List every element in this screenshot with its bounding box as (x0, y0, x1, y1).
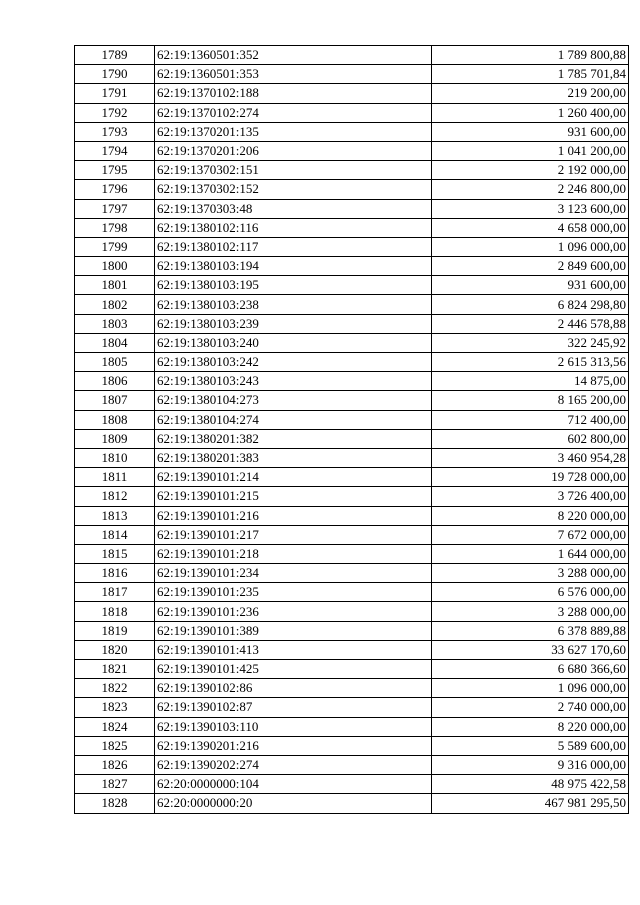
row-number-cell: 1796 (75, 180, 155, 199)
cadastral-number-cell: 62:19:1370303:48 (155, 199, 432, 218)
row-number-cell: 1827 (75, 775, 155, 794)
row-number-cell: 1794 (75, 141, 155, 160)
cadastral-value-cell: 1 096 000,00 (432, 679, 629, 698)
row-number-cell: 1812 (75, 487, 155, 506)
table-row (75, 180, 629, 199)
cadastral-number-cell: 62:19:1380103:238 (155, 295, 432, 314)
row-number-cell: 1807 (75, 391, 155, 410)
cadastral-number-cell: 62:19:1380102:117 (155, 237, 432, 256)
row-number-cell: 1815 (75, 544, 155, 563)
row-number-cell: 1818 (75, 602, 155, 621)
cadastral-value-cell: 6 824 298,80 (432, 295, 629, 314)
row-number-cell: 1826 (75, 755, 155, 774)
row-number-cell: 1819 (75, 621, 155, 640)
table-row (75, 698, 629, 717)
table-row (75, 544, 629, 563)
row-number-cell: 1792 (75, 103, 155, 122)
cadastral-value-cell: 2 849 600,00 (432, 257, 629, 276)
table-row (75, 660, 629, 679)
cadastral-number-cell: 62:19:1380104:274 (155, 410, 432, 429)
table-row (75, 276, 629, 295)
cadastral-value-cell: 3 288 000,00 (432, 602, 629, 621)
cadastral-number-cell: 62:19:1380102:116 (155, 218, 432, 237)
table-row (75, 679, 629, 698)
cadastral-number-cell: 62:20:0000000:104 (155, 775, 432, 794)
cadastral-number-cell: 62:19:1390101:389 (155, 621, 432, 640)
cadastral-value-table (74, 45, 629, 814)
row-number-cell: 1820 (75, 640, 155, 659)
cadastral-value-cell: 1 041 200,00 (432, 141, 629, 160)
cadastral-number-cell: 62:19:1390101:214 (155, 468, 432, 487)
row-number-cell: 1799 (75, 237, 155, 256)
row-number-cell: 1825 (75, 736, 155, 755)
cadastral-number-cell: 62:19:1390103:110 (155, 717, 432, 736)
cadastral-number-cell: 62:19:1390102:87 (155, 698, 432, 717)
cadastral-value-cell: 19 728 000,00 (432, 468, 629, 487)
table-row (75, 564, 629, 583)
table-row (75, 218, 629, 237)
cadastral-number-cell: 62:19:1390101:215 (155, 487, 432, 506)
cadastral-number-cell: 62:20:0000000:20 (155, 794, 432, 813)
row-number-cell: 1828 (75, 794, 155, 813)
row-number-cell: 1808 (75, 410, 155, 429)
table-row (75, 468, 629, 487)
table-row (75, 237, 629, 256)
row-number-cell: 1804 (75, 333, 155, 352)
table-row (75, 755, 629, 774)
row-number-cell: 1798 (75, 218, 155, 237)
cadastral-value-cell: 322 245,92 (432, 333, 629, 352)
row-number-cell: 1805 (75, 353, 155, 372)
cadastral-value-cell: 6 576 000,00 (432, 583, 629, 602)
row-number-cell: 1810 (75, 448, 155, 467)
cadastral-value-cell: 219 200,00 (432, 84, 629, 103)
table-row (75, 257, 629, 276)
cadastral-number-cell: 62:19:1380201:383 (155, 448, 432, 467)
row-number-cell: 1821 (75, 660, 155, 679)
cadastral-value-cell: 2 192 000,00 (432, 161, 629, 180)
cadastral-number-cell: 62:19:1360501:353 (155, 65, 432, 84)
table-row (75, 506, 629, 525)
cadastral-value-cell: 9 316 000,00 (432, 755, 629, 774)
table-row (75, 583, 629, 602)
row-number-cell: 1811 (75, 468, 155, 487)
cadastral-value-cell: 3 460 954,28 (432, 448, 629, 467)
row-number-cell: 1801 (75, 276, 155, 295)
cadastral-number-cell: 62:19:1360501:352 (155, 46, 432, 65)
cadastral-value-cell: 3 288 000,00 (432, 564, 629, 583)
cadastral-number-cell: 62:19:1370102:274 (155, 103, 432, 122)
cadastral-value-cell: 6 680 366,60 (432, 660, 629, 679)
cadastral-number-cell: 62:19:1380103:240 (155, 333, 432, 352)
cadastral-value-cell: 4 658 000,00 (432, 218, 629, 237)
row-number-cell: 1816 (75, 564, 155, 583)
cadastral-number-cell: 62:19:1370302:151 (155, 161, 432, 180)
table-row (75, 448, 629, 467)
table-row (75, 84, 629, 103)
table-row (75, 46, 629, 65)
table-row (75, 333, 629, 352)
table-row (75, 65, 629, 84)
row-number-cell: 1790 (75, 65, 155, 84)
row-number-cell: 1791 (75, 84, 155, 103)
table-row (75, 775, 629, 794)
cadastral-value-cell: 1 644 000,00 (432, 544, 629, 563)
row-number-cell: 1789 (75, 46, 155, 65)
cadastral-value-cell: 1 260 400,00 (432, 103, 629, 122)
row-number-cell: 1822 (75, 679, 155, 698)
cadastral-number-cell: 62:19:1380103:242 (155, 353, 432, 372)
table-row (75, 794, 629, 813)
cadastral-number-cell: 62:19:1390101:217 (155, 525, 432, 544)
cadastral-value-cell: 2 740 000,00 (432, 698, 629, 717)
cadastral-number-cell: 62:19:1380103:194 (155, 257, 432, 276)
cadastral-number-cell: 62:19:1370201:135 (155, 122, 432, 141)
cadastral-value-cell: 2 446 578,88 (432, 314, 629, 333)
cadastral-number-cell: 62:19:1370102:188 (155, 84, 432, 103)
cadastral-value-cell: 931 600,00 (432, 276, 629, 295)
cadastral-number-cell: 62:19:1390101:218 (155, 544, 432, 563)
cadastral-value-cell: 33 627 170,60 (432, 640, 629, 659)
cadastral-value-cell: 5 589 600,00 (432, 736, 629, 755)
table-row (75, 640, 629, 659)
table-body (75, 46, 629, 814)
table-row (75, 602, 629, 621)
cadastral-value-cell: 712 400,00 (432, 410, 629, 429)
table-row (75, 429, 629, 448)
row-number-cell: 1823 (75, 698, 155, 717)
row-number-cell: 1813 (75, 506, 155, 525)
table-row (75, 487, 629, 506)
cadastral-number-cell: 62:19:1390202:274 (155, 755, 432, 774)
row-number-cell: 1814 (75, 525, 155, 544)
table-row (75, 372, 629, 391)
cadastral-number-cell: 62:19:1380103:195 (155, 276, 432, 295)
cadastral-value-cell: 8 165 200,00 (432, 391, 629, 410)
cadastral-value-cell: 48 975 422,58 (432, 775, 629, 794)
row-number-cell: 1802 (75, 295, 155, 314)
cadastral-number-cell: 62:19:1380103:243 (155, 372, 432, 391)
cadastral-value-cell: 2 615 313,56 (432, 353, 629, 372)
document-page (74, 45, 629, 814)
cadastral-number-cell: 62:19:1380104:273 (155, 391, 432, 410)
cadastral-number-cell: 62:19:1390101:413 (155, 640, 432, 659)
row-number-cell: 1800 (75, 257, 155, 276)
row-number-cell: 1809 (75, 429, 155, 448)
cadastral-number-cell: 62:19:1390101:234 (155, 564, 432, 583)
cadastral-value-cell: 8 220 000,00 (432, 506, 629, 525)
cadastral-number-cell: 62:19:1380201:382 (155, 429, 432, 448)
cadastral-value-cell: 7 672 000,00 (432, 525, 629, 544)
cadastral-value-cell: 602 800,00 (432, 429, 629, 448)
cadastral-number-cell: 62:19:1390201:216 (155, 736, 432, 755)
cadastral-value-cell: 1 096 000,00 (432, 237, 629, 256)
cadastral-value-cell: 467 981 295,50 (432, 794, 629, 813)
row-number-cell: 1795 (75, 161, 155, 180)
table-row (75, 122, 629, 141)
cadastral-value-cell: 6 378 889,88 (432, 621, 629, 640)
table-row (75, 314, 629, 333)
cadastral-value-cell: 3 123 600,00 (432, 199, 629, 218)
cadastral-number-cell: 62:19:1370201:206 (155, 141, 432, 160)
table-row (75, 391, 629, 410)
row-number-cell: 1793 (75, 122, 155, 141)
cadastral-number-cell: 62:19:1390101:216 (155, 506, 432, 525)
table-row (75, 353, 629, 372)
row-number-cell: 1806 (75, 372, 155, 391)
cadastral-number-cell: 62:19:1390101:235 (155, 583, 432, 602)
cadastral-number-cell: 62:19:1390101:236 (155, 602, 432, 621)
cadastral-number-cell: 62:19:1390102:86 (155, 679, 432, 698)
table-row (75, 736, 629, 755)
cadastral-value-cell: 8 220 000,00 (432, 717, 629, 736)
table-row (75, 295, 629, 314)
table-row (75, 410, 629, 429)
table-row (75, 621, 629, 640)
row-number-cell: 1803 (75, 314, 155, 333)
cadastral-number-cell: 62:19:1380103:239 (155, 314, 432, 333)
table-row (75, 199, 629, 218)
cadastral-value-cell: 1 785 701,84 (432, 65, 629, 84)
row-number-cell: 1817 (75, 583, 155, 602)
cadastral-value-cell: 931 600,00 (432, 122, 629, 141)
cadastral-number-cell: 62:19:1370302:152 (155, 180, 432, 199)
row-number-cell: 1797 (75, 199, 155, 218)
table-row (75, 525, 629, 544)
row-number-cell: 1824 (75, 717, 155, 736)
cadastral-number-cell: 62:19:1390101:425 (155, 660, 432, 679)
cadastral-value-cell: 1 789 800,88 (432, 46, 629, 65)
cadastral-value-cell: 14 875,00 (432, 372, 629, 391)
table-row (75, 161, 629, 180)
cadastral-value-cell: 3 726 400,00 (432, 487, 629, 506)
cadastral-value-cell: 2 246 800,00 (432, 180, 629, 199)
table-row (75, 717, 629, 736)
table-row (75, 103, 629, 122)
table-row (75, 141, 629, 160)
